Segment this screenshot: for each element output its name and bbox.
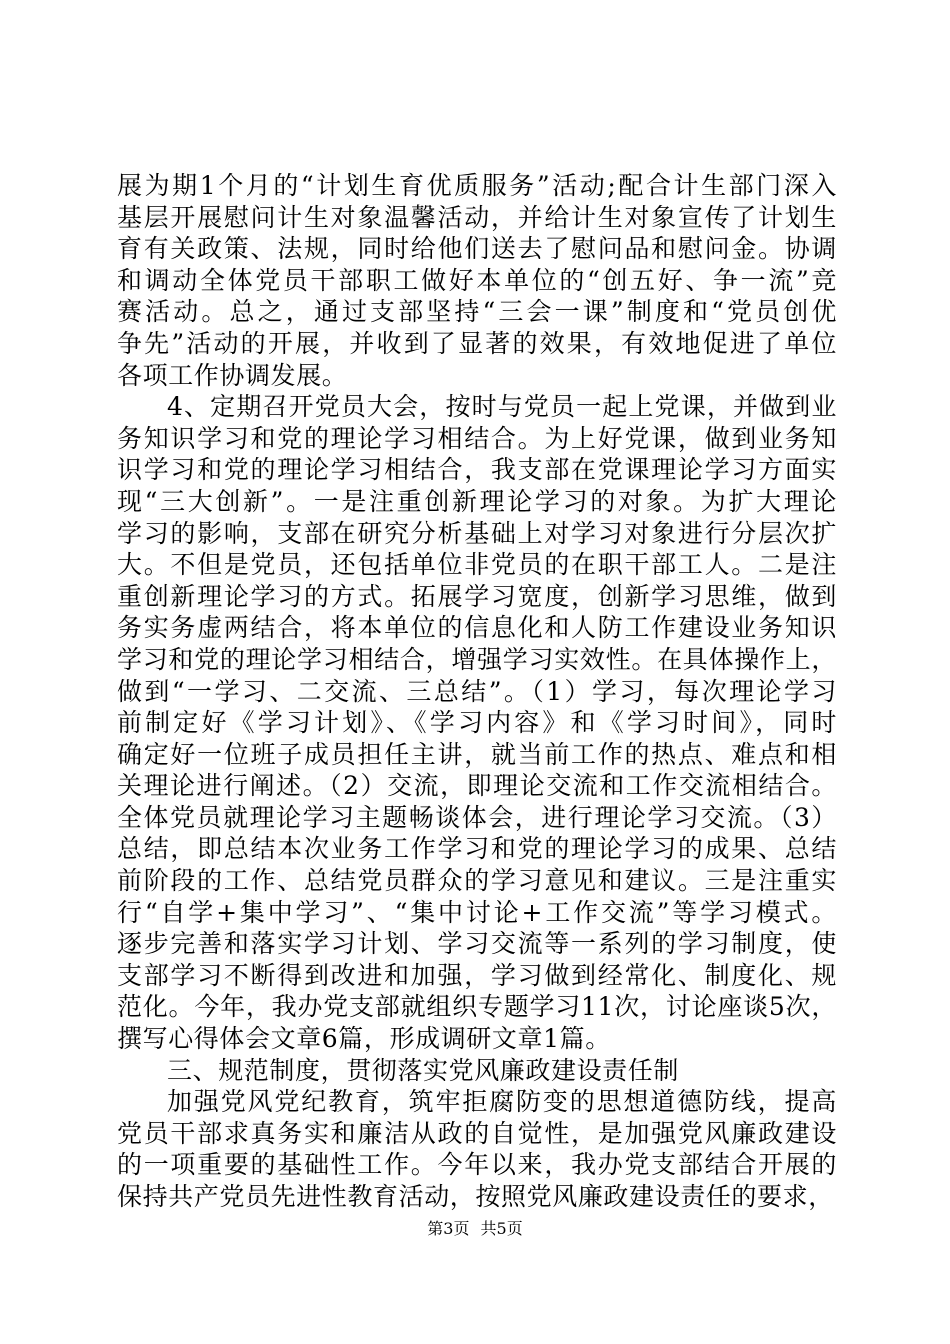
text-line: 保持共产党员先进性教育活动，按照党风廉政建设责任的要求， <box>117 1182 834 1211</box>
paragraph <box>117 1086 837 1212</box>
text-line: 赛活动。总之，通过支部坚持“三会一课”制度和“党员创优 <box>117 297 837 327</box>
text-line: 全体党员就理论学习主题畅谈体会，进行理论学习交流。（3） <box>117 802 837 832</box>
text-line: 撰写心得体会文章6篇，形成调研文章1篇。 <box>117 1024 611 1054</box>
text-line: 各项工作协调发展。 <box>117 360 348 390</box>
paragraph <box>117 391 837 1054</box>
text-line: 4、定期召开党员大会，按时与党员一起上党课，并做到业 <box>167 392 837 422</box>
page-number: 第3页 <box>427 1219 470 1238</box>
text-line: 总结，即总结本次业务工作学习和党的理论学习的成果、总结 <box>117 834 837 864</box>
text-line: 的一项重要的基础性工作。今年以来，我办党支部结合开展的 <box>117 1150 837 1180</box>
paragraph <box>117 170 837 391</box>
text-line: 大。不但是党员，还包括单位非党员的在职干部工人。二是注 <box>117 550 837 580</box>
text-line: 展为期1个月的“计划生育优质服务”活动;配合计生部门深入 <box>117 171 837 200</box>
text-line: 加强党风党纪教育，筑牢拒腐防变的思想道德防线，提高 <box>167 1087 837 1117</box>
page-footer <box>0 1216 950 1239</box>
text-line: 确定好一位班子成员担任主讲，就当前工作的热点、难点和相 <box>117 739 837 769</box>
text-line: 三、规范制度，贯彻落实党风廉政建设责任制 <box>167 1055 680 1085</box>
text-line: 党员干部求真务实和廉洁从政的自觉性，是加强党风廉政建设 <box>117 1118 837 1148</box>
text-line: 基层开展慰问计生对象温馨活动，并给计生对象宣传了计划生 <box>117 202 837 232</box>
text-line: 前制定好《学习计划》、《学习内容》和《学习时间》，同时 <box>117 708 837 738</box>
text-line: 育有关政策、法规，同时给他们送去了慰问品和慰问金。协调 <box>117 234 837 264</box>
text-line: 学习和党的理论学习相结合，增强学习实效性。在具体操作上， <box>117 644 837 674</box>
text-line: 争先”活动的开展，并收到了显著的效果，有效地促进了单位 <box>117 328 837 358</box>
text-line: 识学习和党的理论学习相结合，我支部在党课理论学习方面实 <box>117 455 837 485</box>
text-line: 关理论进行阐述。（2）交流，即理论交流和工作交流相结合。 <box>117 771 837 801</box>
section-heading <box>117 1055 837 1087</box>
document-body <box>117 170 837 1213</box>
text-line: 做到“一学习、二交流、三总结”。（1）学习，每次理论学习 <box>117 676 837 706</box>
text-line: 前阶段的工作、总结党员群众的学习意见和建议。三是注重实 <box>117 866 837 896</box>
text-line: 范化。今年，我办党支部就组织专题学习11次，讨论座谈5次， <box>117 992 837 1022</box>
text-line: 和调动全体党员干部职工做好本单位的“创五好、争一流”竞 <box>117 265 837 295</box>
text-line: 务实务虚两结合，将本单位的信息化和人防工作建设业务知识 <box>117 613 837 643</box>
text-line: 务知识学习和党的理论学习相结合。为上好党课，做到业务知 <box>117 423 837 453</box>
text-line: 重创新理论学习的方式。拓展学习宽度，创新学习思维，做到 <box>117 581 837 611</box>
text-line: 学习的影响，支部在研究分析基础上对学习对象进行分层次扩 <box>117 518 837 548</box>
text-line: 行“自学+集中学习”、“集中讨论+工作交流”等学习模式。 <box>117 897 837 927</box>
text-line: 支部学习不断得到改进和加强，学习做到经常化、制度化、规 <box>117 960 837 990</box>
text-line: 现“三大创新”。一是注重创新理论学习的对象。为扩大理论 <box>117 486 837 516</box>
text-line: 逐步完善和落实学习计划、学习交流等一系列的学习制度，使 <box>117 929 837 959</box>
page-total: 共5页 <box>480 1219 523 1238</box>
